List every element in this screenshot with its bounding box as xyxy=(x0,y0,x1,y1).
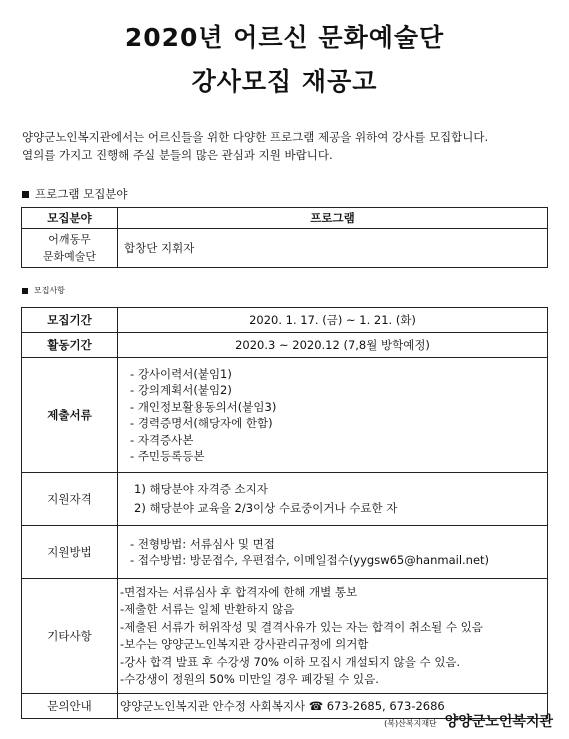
etc-item: - 강사 합격 발표 후 수강생 70% 이하 모집시 개설되지 않을 수 있음. xyxy=(120,654,547,672)
footer-foundation: (복)산복지재단 xyxy=(384,719,437,728)
etc-item: - 면접자는 서류심사 후 합격자에 한해 개별 통보 xyxy=(120,584,547,602)
doc-item: - 개인정보활용동의서(붙임3) xyxy=(130,399,547,416)
method-item: - 접수방법: 방문접수, 우편접수, 이메일접수(yygsw65@hanmail.net) xyxy=(130,552,547,569)
section-heading-details: 모집사항 xyxy=(22,285,65,296)
etc-cell xyxy=(118,579,548,694)
qual-item: 1) 해당분야 자격증 소지자 xyxy=(134,482,268,496)
docs-label: 제출서류 xyxy=(22,358,118,473)
title-line1: 2020년 어르신 문화예술단 xyxy=(124,23,445,52)
etc-item: - 보수는 양양군노인복지관 강사관리규정에 의거함 xyxy=(120,636,547,654)
program-field-cell: 어깨동무 문화예술단 xyxy=(22,229,118,268)
footer-org-logo: 양양군노인복지관 xyxy=(444,714,553,730)
section-heading-program: 프로그램 모집분야 xyxy=(22,186,128,202)
docs-cell xyxy=(118,358,548,473)
footer xyxy=(384,711,553,731)
title-line2: 강사모집 재공고 xyxy=(191,67,378,96)
etc-item: - 수강생이 정원의 50% 미만일 경우 폐강될 수 있음. xyxy=(120,671,547,689)
details-table xyxy=(21,307,548,719)
doc-item: - 주민등록등본 xyxy=(130,448,547,465)
program-header-field: 모집분야 xyxy=(22,208,118,229)
period-label: 모집기간 xyxy=(22,308,118,333)
etc-item: - 제출된 서류가 허위작성 및 결격사유가 있는 자는 합격이 취소될 수 있음 xyxy=(120,619,547,637)
contact-value: 양양군노인복지관 안수정 사회복지사 ☎ 673-2685, 673-2686 xyxy=(118,694,548,719)
doc-item: - 강사이력서(붙임1) xyxy=(130,366,547,383)
active-value: 2020.3 ~ 2020.12 (7,8월 방학예정) xyxy=(118,333,548,358)
square-bullet-icon xyxy=(22,288,28,294)
doc-item: - 강의계획서(붙임2) xyxy=(130,382,547,399)
qual-item: 2) 해당분야 교육을 2/3이상 수료중이거나 수료한 자 xyxy=(134,501,398,515)
contact-label: 문의안내 xyxy=(22,694,118,719)
etc-label: 기타사항 xyxy=(22,579,118,694)
program-header-program: 프로그램 xyxy=(118,208,548,229)
program-name-cell: 합창단 지휘자 xyxy=(118,229,548,268)
qual-label: 지원자격 xyxy=(22,473,118,526)
intro-text xyxy=(22,128,488,164)
qual-cell xyxy=(118,473,548,526)
period-value: 2020. 1. 17. (금) ~ 1. 21. (화) xyxy=(118,308,548,333)
doc-item: - 경력증명서(해당자에 한함) xyxy=(130,415,547,432)
etc-item: - 제출한 서류는 일체 반환하지 않음 xyxy=(120,601,547,619)
method-cell xyxy=(118,526,548,579)
doc-item: - 자격증사본 xyxy=(130,432,547,449)
method-item: - 전형방법: 서류심사 및 면접 xyxy=(130,536,547,553)
program-table xyxy=(21,207,548,268)
square-bullet-icon xyxy=(22,191,29,198)
intro-line: 양양군노인복지관에서는 어르신들을 위한 다양한 프로그램 제공을 위하여 강사를 모집합니다. xyxy=(22,130,489,144)
active-label: 활동기간 xyxy=(22,333,118,358)
method-label: 지원방법 xyxy=(22,526,118,579)
intro-line: 열의를 가지고 진행해 주실 분들의 많은 관심과 지원 바랍니다. xyxy=(22,148,333,162)
